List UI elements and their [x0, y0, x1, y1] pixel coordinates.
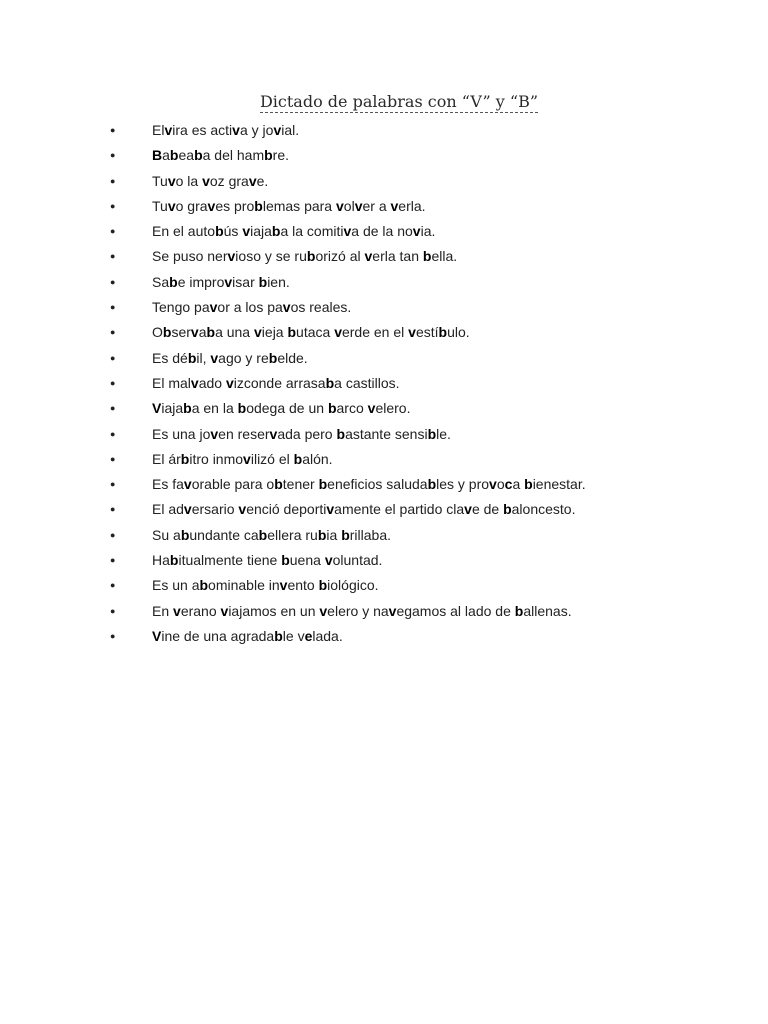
- sentence-fragment: o gra: [175, 197, 208, 214]
- sentence-fragment: ienestar.: [532, 476, 586, 493]
- sentence-fragment: erla.: [398, 197, 426, 214]
- bullet-icon: ●: [110, 504, 116, 515]
- highlighted-letter: v: [319, 602, 328, 619]
- sentence-fragment: e.: [256, 172, 269, 189]
- bullet-icon: ●: [110, 479, 116, 490]
- sentence-fragment: Es dé: [152, 349, 188, 366]
- highlighted-letter: v: [335, 197, 344, 214]
- highlighted-letter: b: [162, 324, 172, 341]
- highlighted-letter: b: [427, 425, 437, 442]
- sentence-fragment: erla tan: [372, 248, 423, 265]
- sentence-fragment: Tengo pa: [152, 299, 210, 316]
- highlighted-letter: b: [438, 324, 448, 341]
- sentence-fragment: aloncesto.: [511, 501, 576, 518]
- sentence-fragment: a en la: [191, 400, 238, 417]
- sentence-fragment: rillaba.: [349, 526, 391, 543]
- sentence-text: [152, 295, 351, 320]
- highlighted-letter: b: [293, 450, 303, 467]
- sentence-fragment: ella.: [431, 248, 458, 265]
- sentence-fragment: e de: [471, 501, 504, 518]
- sentence-fragment: O: [152, 324, 163, 341]
- sentence-fragment: re.: [272, 147, 290, 164]
- sentence-fragment: Tu: [152, 197, 168, 214]
- highlighted-letter: v: [354, 197, 363, 214]
- list-item: [0, 320, 768, 345]
- highlighted-letter: b: [306, 248, 316, 265]
- list-item: [0, 118, 768, 143]
- sentence-text: [152, 447, 333, 472]
- sentence-fragment: eneficios saluda: [327, 476, 428, 493]
- sentence-text: [152, 422, 451, 447]
- list-item: [0, 143, 768, 168]
- highlighted-letter: v: [269, 425, 278, 442]
- sentence-fragment: ial.: [281, 122, 300, 138]
- sentence-text: [152, 472, 586, 497]
- highlighted-letter: b: [194, 147, 203, 164]
- sentence-fragment: a de la no: [351, 223, 413, 240]
- sentence-fragment: ien.: [267, 273, 290, 290]
- sentence-fragment: er a: [362, 197, 391, 214]
- sentence-fragment: En el auto: [152, 223, 216, 240]
- sentence-fragment: a: [198, 324, 207, 341]
- list-item: [0, 295, 768, 320]
- list-item: [0, 447, 768, 472]
- highlighted-letter: v: [164, 122, 173, 138]
- highlighted-letter: v: [279, 577, 288, 594]
- highlighted-letter: b: [258, 526, 268, 543]
- sentence-fragment: ol: [343, 197, 355, 214]
- highlighted-letter: b: [199, 577, 209, 594]
- list-item: [0, 573, 768, 598]
- sentence-text: [152, 573, 379, 598]
- sentence-fragment: El: [152, 122, 165, 138]
- sentence-list: [0, 118, 768, 649]
- sentence-fragment: orable para o: [191, 476, 275, 493]
- sentence-fragment: odega de un: [246, 400, 328, 417]
- highlighted-letter: v: [210, 425, 219, 442]
- sentence-fragment: ser: [171, 324, 191, 341]
- highlighted-letter: b: [281, 552, 290, 569]
- sentence-fragment: le.: [436, 425, 451, 442]
- bullet-icon: ●: [110, 555, 116, 566]
- highlighted-letter: b: [503, 501, 512, 518]
- sentence-fragment: En: [152, 602, 174, 619]
- highlighted-letter: b: [287, 324, 297, 341]
- highlighted-letter: b: [169, 552, 179, 569]
- bullet-icon: ●: [110, 125, 116, 135]
- sentence-fragment: uena: [289, 552, 325, 569]
- highlighted-letter: v: [210, 349, 219, 366]
- highlighted-letter: v: [364, 248, 373, 265]
- sentence-text: [152, 346, 308, 371]
- sentence-text: [152, 270, 290, 295]
- highlighted-letter: v: [207, 197, 216, 214]
- sentence-text: [152, 396, 410, 421]
- sentence-fragment: iaja: [161, 400, 184, 417]
- highlighted-letter: e: [304, 627, 313, 644]
- highlighted-letter: V: [152, 627, 162, 644]
- highlighted-letter: b: [258, 273, 268, 290]
- sentence-fragment: o: [496, 476, 505, 493]
- sentence-fragment: orizó al: [315, 248, 365, 265]
- bullet-icon: ●: [110, 327, 116, 338]
- list-item: [0, 396, 768, 421]
- sentence-fragment: a una: [215, 324, 254, 341]
- highlighted-letter: b: [422, 248, 432, 265]
- highlighted-letter: v: [227, 248, 236, 265]
- sentence-fragment: ago y re: [218, 349, 269, 366]
- sentence-fragment: itualmente tiene: [178, 552, 282, 569]
- list-item: [0, 472, 768, 497]
- highlighted-letter: v: [183, 501, 192, 518]
- highlighted-letter: b: [341, 526, 350, 543]
- highlighted-letter: b: [317, 526, 327, 543]
- highlighted-letter: b: [274, 627, 283, 644]
- sentence-fragment: a: [512, 476, 525, 493]
- highlighted-letter: b: [215, 223, 224, 240]
- highlighted-letter: b: [169, 273, 178, 290]
- highlighted-letter: v: [367, 400, 376, 417]
- highlighted-letter: v: [202, 172, 210, 189]
- highlighted-letter: v: [167, 172, 176, 189]
- sentence-fragment: arco: [336, 400, 368, 417]
- highlighted-letter: v: [324, 552, 333, 569]
- highlighted-letter: c: [504, 476, 513, 493]
- sentence-fragment: ioso y se ru: [235, 248, 307, 265]
- sentence-fragment: il,: [196, 349, 211, 366]
- sentence-fragment: les y pro: [436, 476, 490, 493]
- sentence-fragment: ersario: [191, 501, 239, 518]
- sentence-fragment: ira es acti: [172, 122, 233, 138]
- sentence-fragment: ea: [178, 147, 195, 164]
- sentence-text: [152, 244, 457, 269]
- sentence-fragment: El ár: [152, 450, 181, 467]
- sentence-fragment: ine de una agrada: [161, 627, 275, 644]
- sentence-fragment: iajamos en un: [228, 602, 320, 619]
- bullet-icon: ●: [110, 403, 116, 414]
- highlighted-letter: v: [282, 299, 291, 316]
- sentence-fragment: Es una jo: [152, 425, 211, 442]
- sentence-fragment: Ha: [152, 552, 170, 569]
- highlighted-letter: b: [237, 400, 247, 417]
- highlighted-letter: v: [243, 450, 251, 467]
- sentence-fragment: oz gra: [209, 172, 249, 189]
- sentence-fragment: Su a: [152, 526, 181, 543]
- bullet-icon: ●: [110, 150, 116, 161]
- highlighted-letter: v: [388, 602, 397, 619]
- highlighted-letter: b: [325, 374, 335, 391]
- sentence-fragment: ia: [326, 526, 342, 543]
- list-item: [0, 523, 768, 548]
- list-item: [0, 422, 768, 447]
- list-item: [0, 548, 768, 573]
- sentence-fragment: iaja: [250, 223, 272, 240]
- sentence-text: [152, 320, 470, 345]
- highlighted-letter: b: [187, 349, 197, 366]
- highlighted-letter: v: [489, 476, 497, 493]
- highlighted-letter: v: [464, 501, 472, 518]
- sentence-text: [152, 143, 289, 168]
- highlighted-letter: v: [224, 273, 233, 290]
- sentence-fragment: elero y na: [327, 602, 389, 619]
- bullet-icon: ●: [110, 428, 116, 439]
- sentence-fragment: tener: [282, 476, 319, 493]
- sentence-fragment: a: [162, 147, 170, 164]
- sentence-fragment: le v: [282, 627, 305, 644]
- sentence-fragment: egamos al lado de: [396, 602, 515, 619]
- sentence-fragment: estí: [415, 324, 439, 341]
- sentence-fragment: ellera ru: [267, 526, 318, 543]
- highlighted-letter: b: [318, 577, 328, 594]
- sentence-fragment: ilizó el: [250, 450, 294, 467]
- sentence-text: [152, 548, 382, 573]
- sentence-fragment: ado: [198, 374, 226, 391]
- document-title: [0, 92, 768, 111]
- sentence-fragment: iológico.: [327, 577, 379, 594]
- highlighted-letter: b: [327, 400, 337, 417]
- sentence-fragment: oluntad.: [332, 552, 383, 569]
- highlighted-letter: b: [183, 400, 192, 417]
- bullet-icon: ●: [110, 580, 116, 591]
- sentence-fragment: en reser: [218, 425, 270, 442]
- highlighted-letter: v: [209, 299, 218, 316]
- highlighted-letter: b: [271, 223, 281, 240]
- highlighted-letter: b: [318, 476, 328, 493]
- sentence-fragment: enció deporti: [246, 501, 327, 518]
- bullet-icon: ●: [110, 630, 116, 641]
- bullet-icon: ●: [110, 276, 116, 287]
- highlighted-letter: v: [220, 602, 229, 619]
- bullet-icon: ●: [110, 200, 116, 211]
- sentence-text: [152, 371, 400, 396]
- highlighted-letter: b: [254, 197, 263, 214]
- sentence-fragment: itro inmo: [189, 450, 244, 467]
- sentence-text: [152, 169, 268, 194]
- highlighted-letter: v: [232, 122, 240, 138]
- sentence-fragment: es pro: [215, 197, 255, 214]
- sentence-fragment: erano: [180, 602, 221, 619]
- sentence-fragment: ia.: [420, 223, 436, 240]
- highlighted-letter: v: [183, 476, 192, 493]
- highlighted-letter: b: [524, 476, 533, 493]
- sentence-fragment: lemas para: [262, 197, 336, 214]
- list-item: [0, 371, 768, 396]
- sentence-fragment: Se puso ner: [152, 248, 228, 265]
- sentence-fragment: allenas.: [523, 602, 572, 619]
- sentence-fragment: alón.: [302, 450, 333, 467]
- sentence-fragment: izconde arrasa: [233, 374, 326, 391]
- list-item: [0, 270, 768, 295]
- sentence-fragment: erde en el: [341, 324, 409, 341]
- sentence-fragment: ada pero: [277, 425, 337, 442]
- highlighted-letter: b: [427, 476, 437, 493]
- sentence-fragment: a y jo: [239, 122, 274, 138]
- highlighted-letter: v: [173, 602, 181, 619]
- highlighted-letter: b: [336, 425, 346, 442]
- sentence-fragment: lada.: [312, 627, 343, 644]
- sentence-fragment: or a los pa: [217, 299, 283, 316]
- list-item: [0, 599, 768, 624]
- bullet-icon: ●: [110, 302, 116, 313]
- sentence-fragment: ulo.: [447, 324, 470, 341]
- list-item: [0, 219, 768, 244]
- list-item: [0, 346, 768, 371]
- highlighted-letter: v: [190, 374, 199, 391]
- highlighted-letter: v: [343, 223, 352, 240]
- sentence-text: [152, 497, 575, 522]
- sentence-text: [152, 219, 435, 244]
- list-item: [0, 194, 768, 219]
- sentence-fragment: astante sensi: [345, 425, 428, 442]
- highlighted-letter: v: [225, 374, 234, 391]
- list-item: [0, 244, 768, 269]
- bullet-icon: ●: [110, 453, 116, 464]
- sentence-text: [152, 624, 343, 649]
- highlighted-letter: v: [242, 223, 251, 240]
- document-title-text: Dictado de palabras con “V” y “B”: [259, 92, 539, 111]
- highlighted-letter: v: [390, 197, 399, 214]
- list-item: [0, 169, 768, 194]
- highlighted-letter: v: [334, 324, 342, 341]
- bullet-icon: ●: [110, 251, 116, 262]
- sentence-text: [152, 194, 426, 219]
- sentence-fragment: a del ham: [202, 147, 265, 164]
- sentence-text: [152, 118, 299, 143]
- highlighted-letter: b: [169, 147, 179, 164]
- highlighted-letter: v: [167, 197, 176, 214]
- sentence-fragment: elde.: [277, 349, 308, 366]
- sentence-fragment: ento: [287, 577, 319, 594]
- highlighted-letter: b: [274, 476, 283, 493]
- sentence-fragment: utaca: [296, 324, 335, 341]
- highlighted-letter: B: [152, 147, 163, 164]
- sentence-fragment: ieja: [261, 324, 288, 341]
- sentence-fragment: undante ca: [189, 526, 259, 543]
- highlighted-letter: b: [180, 526, 190, 543]
- highlighted-letter: b: [264, 147, 273, 164]
- list-item: [0, 497, 768, 522]
- highlighted-letter: v: [273, 122, 282, 138]
- sentence-text: [152, 523, 391, 548]
- sentence-fragment: isar: [232, 273, 259, 290]
- highlighted-letter: v: [254, 324, 262, 341]
- bullet-icon: ●: [110, 605, 116, 616]
- sentence-fragment: e impro: [177, 273, 225, 290]
- sentence-fragment: El mal: [152, 374, 191, 391]
- highlighted-letter: V: [152, 400, 162, 417]
- sentence-fragment: ús: [223, 223, 243, 240]
- sentence-fragment: Es un a: [152, 577, 200, 594]
- sentence-fragment: elero.: [375, 400, 411, 417]
- highlighted-letter: v: [190, 324, 199, 341]
- highlighted-letter: b: [180, 450, 190, 467]
- highlighted-letter: v: [412, 223, 421, 240]
- sentence-text: [152, 599, 572, 624]
- highlighted-letter: v: [408, 324, 416, 341]
- sentence-fragment: amente el partido cla: [334, 501, 465, 518]
- bullet-icon: ●: [110, 529, 116, 540]
- sentence-fragment: a castillos.: [334, 374, 400, 391]
- sentence-fragment: Es fa: [152, 476, 184, 493]
- highlighted-letter: b: [268, 349, 278, 366]
- bullet-icon: ●: [110, 175, 116, 186]
- bullet-icon: ●: [110, 377, 116, 388]
- bullet-icon: ●: [110, 352, 116, 363]
- sentence-fragment: ominable in: [208, 577, 280, 594]
- sentence-fragment: Tu: [152, 172, 168, 189]
- highlighted-letter: v: [248, 172, 257, 189]
- sentence-fragment: a la comiti: [280, 223, 344, 240]
- sentence-fragment: El ad: [152, 501, 184, 518]
- highlighted-letter: b: [514, 602, 524, 619]
- sentence-fragment: o la: [175, 172, 203, 189]
- sentence-fragment: Sa: [152, 273, 170, 290]
- list-item: [0, 624, 768, 649]
- bullet-icon: ●: [110, 226, 116, 237]
- highlighted-letter: v: [238, 501, 247, 518]
- highlighted-letter: b: [206, 324, 216, 341]
- highlighted-letter: v: [326, 501, 335, 518]
- sentence-fragment: os reales.: [290, 299, 352, 316]
